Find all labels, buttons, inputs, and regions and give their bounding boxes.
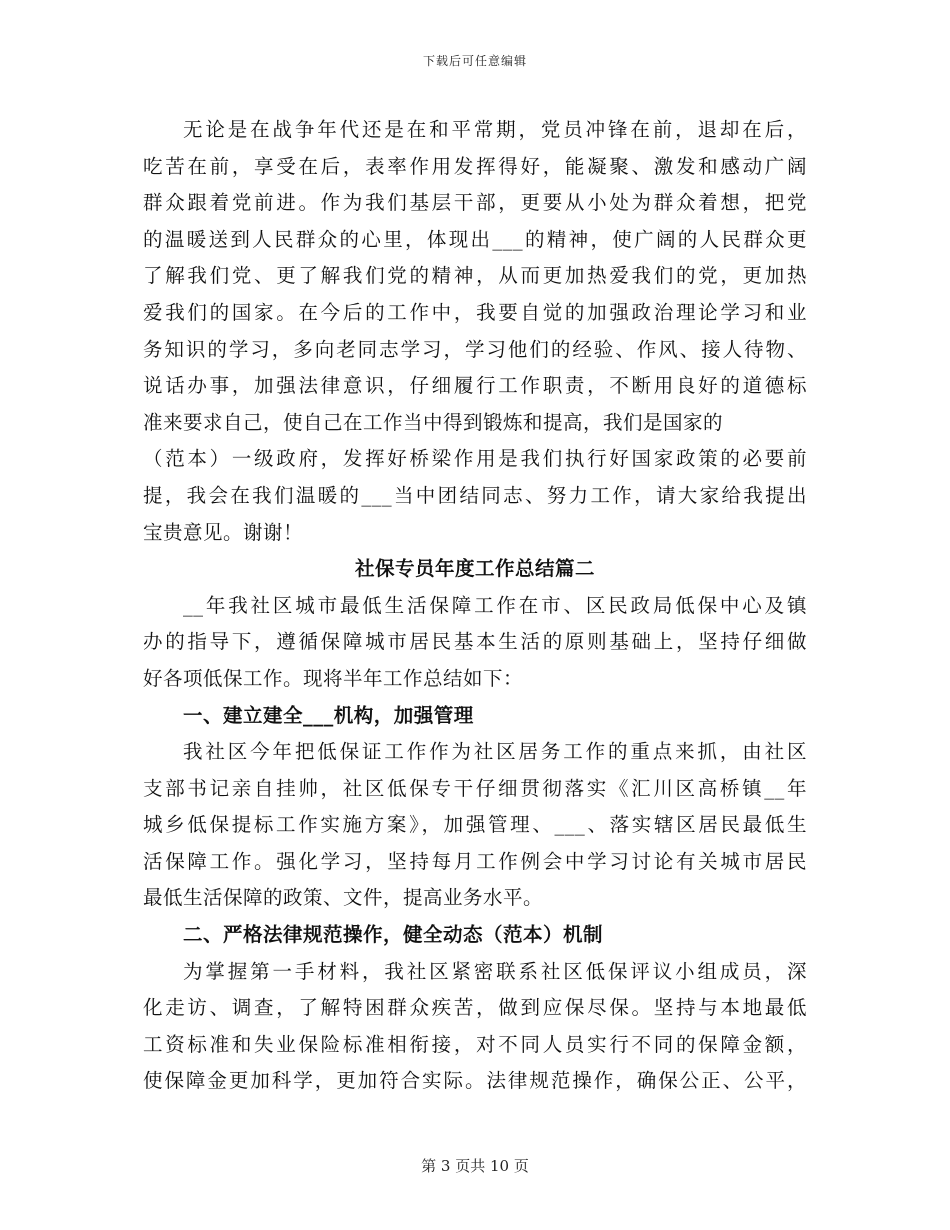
text-line: 群众跟着党前进。作为我们基层干部，更要从小处为群众着想，把党 (143, 191, 807, 215)
text-line: 的温暖送到人民群众的心里，体现出___的精神，使广阔的人民群众更 (143, 227, 807, 251)
text-line: 说话办事，加强法律意识，仔细履行工作职责，不断用良好的道德标 (143, 374, 807, 398)
text-line: 活保障工作。强化学习，坚持每月工作例会中学习讨论有关城市居民 (143, 849, 807, 873)
text-line: 准来要求自己，使自己在工作当中得到锻炼和提高，我们是国家的 (143, 410, 724, 434)
text-line: 吃苦在前，享受在后，表率作用发挥得好，能凝聚、激发和感动广阔 (143, 154, 807, 178)
text-line: 城乡低保提标工作实施方案》，加强管理、___、落实辖区居民最低生 (143, 813, 807, 837)
page-header: 下载后可任意编辑 (422, 54, 527, 68)
section-title: 社保专员年度工作总结篇二 (354, 557, 595, 581)
section-heading: 二、严格法律规范操作，健全动态（范本）机制 (183, 923, 604, 947)
text-line: 化走访、调查，了解特困群众疾苦，做到应保尽保。坚持与本地最低 (143, 996, 807, 1020)
text-line: 支部书记亲自挂帅，社区低保专干仔细贯彻落实《汇川区高桥镇__年 (143, 776, 807, 800)
text-line: 工资标准和失业保险标准相衔接，对不同人员实行不同的保障金额， (143, 1032, 807, 1056)
text-line: 最低生活保障的政策、文件，提高业务水平。 (143, 886, 544, 910)
document-body (143, 112, 807, 1100)
text-line: 爱我们的国家。在今后的工作中，我要自觉的加强政治理论学习和业 (143, 300, 807, 324)
text-line: 务知识的学习，多向老同志学习，学习他们的经验、作风、接人待物、 (143, 337, 807, 361)
text-line: 提，我会在我们温暖的___当中团结同志、努力工作，请大家给我提出 (143, 483, 807, 507)
text-line: 宝贵意见。谢谢！ (143, 520, 304, 544)
text-line: 了解我们党、更了解我们党的精神，从而更加热爱我们的党，更加热 (143, 264, 807, 288)
page-footer: 第 3 页共 10 页 (421, 1157, 529, 1175)
text-line: __年我社区城市最低生活保障工作在市、区民政局低保中心及镇 (183, 593, 807, 617)
text-line: 为掌握第一手材料，我社区紧密联系社区低保评议小组成员，深 (183, 959, 807, 983)
text-line: 我社区今年把低保证工作作为社区居务工作的重点来抓，由社区 (183, 740, 807, 764)
text-line: 好各项低保工作。现将半年工作总结如下： (143, 666, 524, 690)
text-line: （范本）一级政府，发挥好桥梁作用是我们执行好国家政策的必要前 (143, 447, 807, 471)
section-heading: 一、建立建全___机构，加强管理 (183, 703, 474, 727)
text-line: 无论是在战争年代还是在和平常期，党员冲锋在前，退却在后， (183, 118, 807, 141)
text-line: 办的指导下，遵循保障城市居民基本生活的原则基础上，坚持仔细做 (143, 630, 807, 654)
text-line: 使保障金更加科学，更加符合实际。法律规范操作，确保公正、公平， (143, 1069, 807, 1093)
